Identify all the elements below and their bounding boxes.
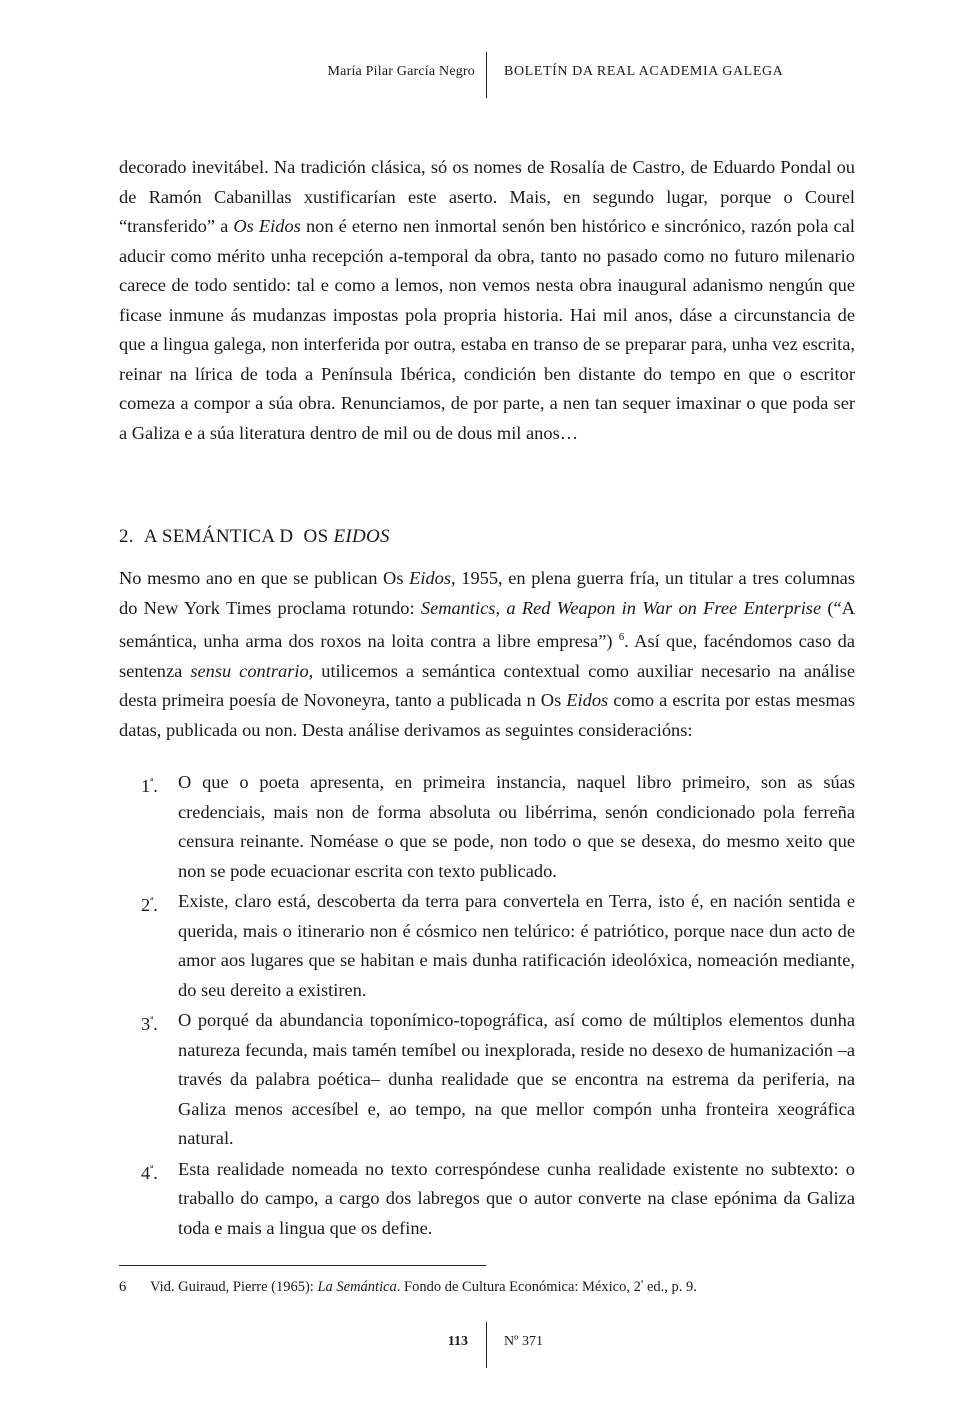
considerations-list (119, 768, 855, 1244)
header-journal-title: BOLETÍN DA REAL ACADEMIA GALEGA (504, 64, 784, 79)
list-item-text: O que o poeta apresenta, en primeira instancia, naquel libro primeiro, son as súas credenciais, mais non de forma absoluta ou libérrima, senón condicionado pola ferreña censura reinante. Noméase o que se pode, non todo o que se desexa, do mesmo xeito que non se pode ecuacionar escrita con texto publicado. (178, 772, 855, 881)
list-marker: $1^ª$. (141, 776, 158, 796)
paragraph-continuation (119, 153, 855, 448)
footnote-separator (119, 1265, 486, 1266)
footer-divider (486, 1322, 487, 1368)
section-intro-paragraph (119, 564, 855, 745)
list-item (119, 887, 855, 1005)
section-title: A SEMÁNTICA D OS (143, 526, 334, 547)
page-footer (0, 1322, 975, 1368)
running-header (0, 52, 975, 98)
issue-number: Nº 371 (504, 1334, 543, 1349)
section-title-italic: EIDOS (333, 526, 390, 547)
list-item-text: O porqué da abundancia toponímico-topográfica, así como de múltiplos elementos dunha natureza fecunda, mais tamén temíbel ou inexplorada, reside no desexo de humanización –a través da palabra poética– dunha realidade que se encontra na estrema da periferia, na Galiza menos accesíbel e, ao tempo, na que mellor compón unha fronteira xeográfica natural. (178, 1010, 855, 1148)
list-item-text: Existe, claro está, descoberta da terra para convertela en Terra, isto é, en nación sentida e querida, mais o itinerario non é cósmico nen telúrico: é patriótico, porque nace dun acto de amor aos lugares que se habitan e mais dunha ratificación ideolóxica, nomeación mediante, do seu dereito a existiren. (178, 891, 855, 1000)
section-heading (119, 526, 390, 548)
headline-quote: Semantics, a Red Weapon in War on Free Enterprise (420, 597, 822, 618)
list-item (119, 1155, 855, 1244)
list-item (119, 1006, 855, 1154)
cited-title: La Semántica (317, 1279, 397, 1295)
header-author: María Pilar García Negro (327, 64, 475, 79)
footnote-reference[interactable]: 6 (618, 631, 625, 643)
list-marker: $2^ª$. (141, 895, 158, 915)
paragraph-text: No mesmo ano en que se publican Os Eidos, 1955, en plena guerra fría, un titular a tres columnas do New York Times proclama rotundo: Semantics, a Red Weapon in War on Free Enterprise (“A semántica, unha arma dos roxos na loita contra a libre empresa”) $^6$. Así que, facéndomos caso da sentenza sensu contrario, utilicemos a semántica contextual como auxiliar necesario na análise desta primeira poesía de Novoneyra, tanto a publicada n Os Eidos como a escrita por estas mesmas datas, publicada ou non. Desta análise derivamos as seguintes consideracións: (119, 568, 856, 740)
footnote: 6 Vid. Guiraud, Pierre (1965): La Semántica. Fondo de Cultura Económica: México, $2^ª$ ed., p. 9. (119, 1278, 697, 1295)
list-item-text: Esta realidade nomeada no texto correspóndese cunha realidade existente no subtexto: o traballo do campo, a cargo dos labregos que o autor converte na clase epónima da Galiza toda e mais a lingua que os define. (178, 1158, 855, 1238)
work-title: Os Eidos (233, 216, 301, 236)
work-title: Eidos (566, 690, 609, 710)
work-title: Eidos (409, 568, 452, 588)
header-divider (486, 52, 487, 98)
paragraph-text: decorado inevitábel. Na tradición clásica, só os nomes de Rosalía de Castro, de Eduardo Pondal ou de Ramón Cabanillas xustificarían este aserto. Mais, en segundo lugar, porque o Courel “transferido” a Os Eidos non é eterno nen inmortal senón ben histórico e sincrónico, razón pola cal aducir como mérito unha recepción a-temporal da obra, tanto no pasado como no futuro milenario carece de todo sentido: tal e como a lemos, non vemos nesta obra inaugural adanismo nengún que ficase inmune ás mudanzas impostas pola propria historia. Hai mil anos, dáse a circunstancia de que a lingua galega, non interferida por outra, estaba en transo de se preparar para, unha vez escrita, reinar na lírica de toda a Península Ibérica, condición ben distante do tempo en que o escritor comeza a compor a súa obra. Renunciamos, de por parte, a nen tan sequer imaxinar o que poda ser a Galiza e a súa literatura dentro de mil ou de dous mil anos… (119, 157, 855, 443)
section-number: 2. (119, 526, 134, 547)
page-number: 113 (447, 1334, 468, 1349)
list-item (119, 768, 855, 886)
latin-phrase: sensu contrario (190, 660, 309, 681)
list-marker: $3^ª$. (141, 1014, 158, 1034)
list-marker: $4^ª$. (141, 1162, 158, 1183)
footnote-number: 6 (119, 1279, 127, 1295)
